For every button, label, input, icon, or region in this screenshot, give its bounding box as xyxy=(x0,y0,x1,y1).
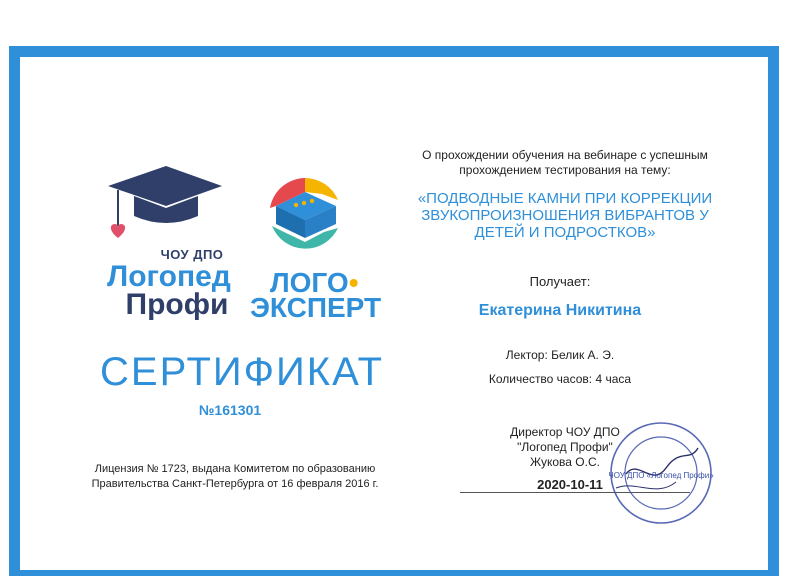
signature-title: Директор ЧОУ ДПО xyxy=(510,425,620,439)
signature-org: "Логопед Профи" xyxy=(517,440,613,454)
certificate-number: №161301 xyxy=(198,402,262,418)
logo-logoped-line1: ЧОУ ДПО xyxy=(160,247,224,262)
license-text: Лицензия № 1723, выдана Комитетом по образованию Правительства Санкт-Петербурга от 16 февраля 2016 г. xyxy=(91,463,379,490)
issue-date: 2020-10-11 xyxy=(537,477,603,492)
recipient-name: Екатерина Никитина xyxy=(478,302,642,319)
hours-text: Количество часов: 4 часа xyxy=(488,372,632,386)
logo-expert-line2: ЭКСПЕРТ xyxy=(250,292,382,323)
logo-logoped-line2: Логопед xyxy=(107,260,231,293)
svg-text:ЧОУ ДПО «Логопед Профи»: ЧОУ ДПО «Логопед Профи» xyxy=(608,471,714,480)
receives-label: Получает: xyxy=(529,274,591,289)
logo-logoped-line3: Профи xyxy=(125,288,229,321)
logo-expert-line1: ЛОГО• xyxy=(270,267,359,298)
certificate-title: СЕРТИФИКАТ xyxy=(100,350,385,394)
course-topic: «ПОДВОДНЫЕ КАМНИ ПРИ КОРРЕКЦИИ ЗВУКОПРОИЗНОШЕНИЯ ВИБРАНТОВ У ДЕТЕЙ И ПОДРОСТКОВ» xyxy=(417,190,713,241)
open-box-icon xyxy=(262,172,348,258)
signature-person: Жукова О.С. xyxy=(530,455,600,469)
graduation-cap-icon xyxy=(104,164,224,246)
lecturer-text: Лектор: Белик А. Э. xyxy=(505,348,615,362)
official-stamp-icon xyxy=(606,418,716,528)
intro-text: О прохождении обучения на вебинаре с успешным прохождением тестирования на тему: xyxy=(422,148,708,177)
